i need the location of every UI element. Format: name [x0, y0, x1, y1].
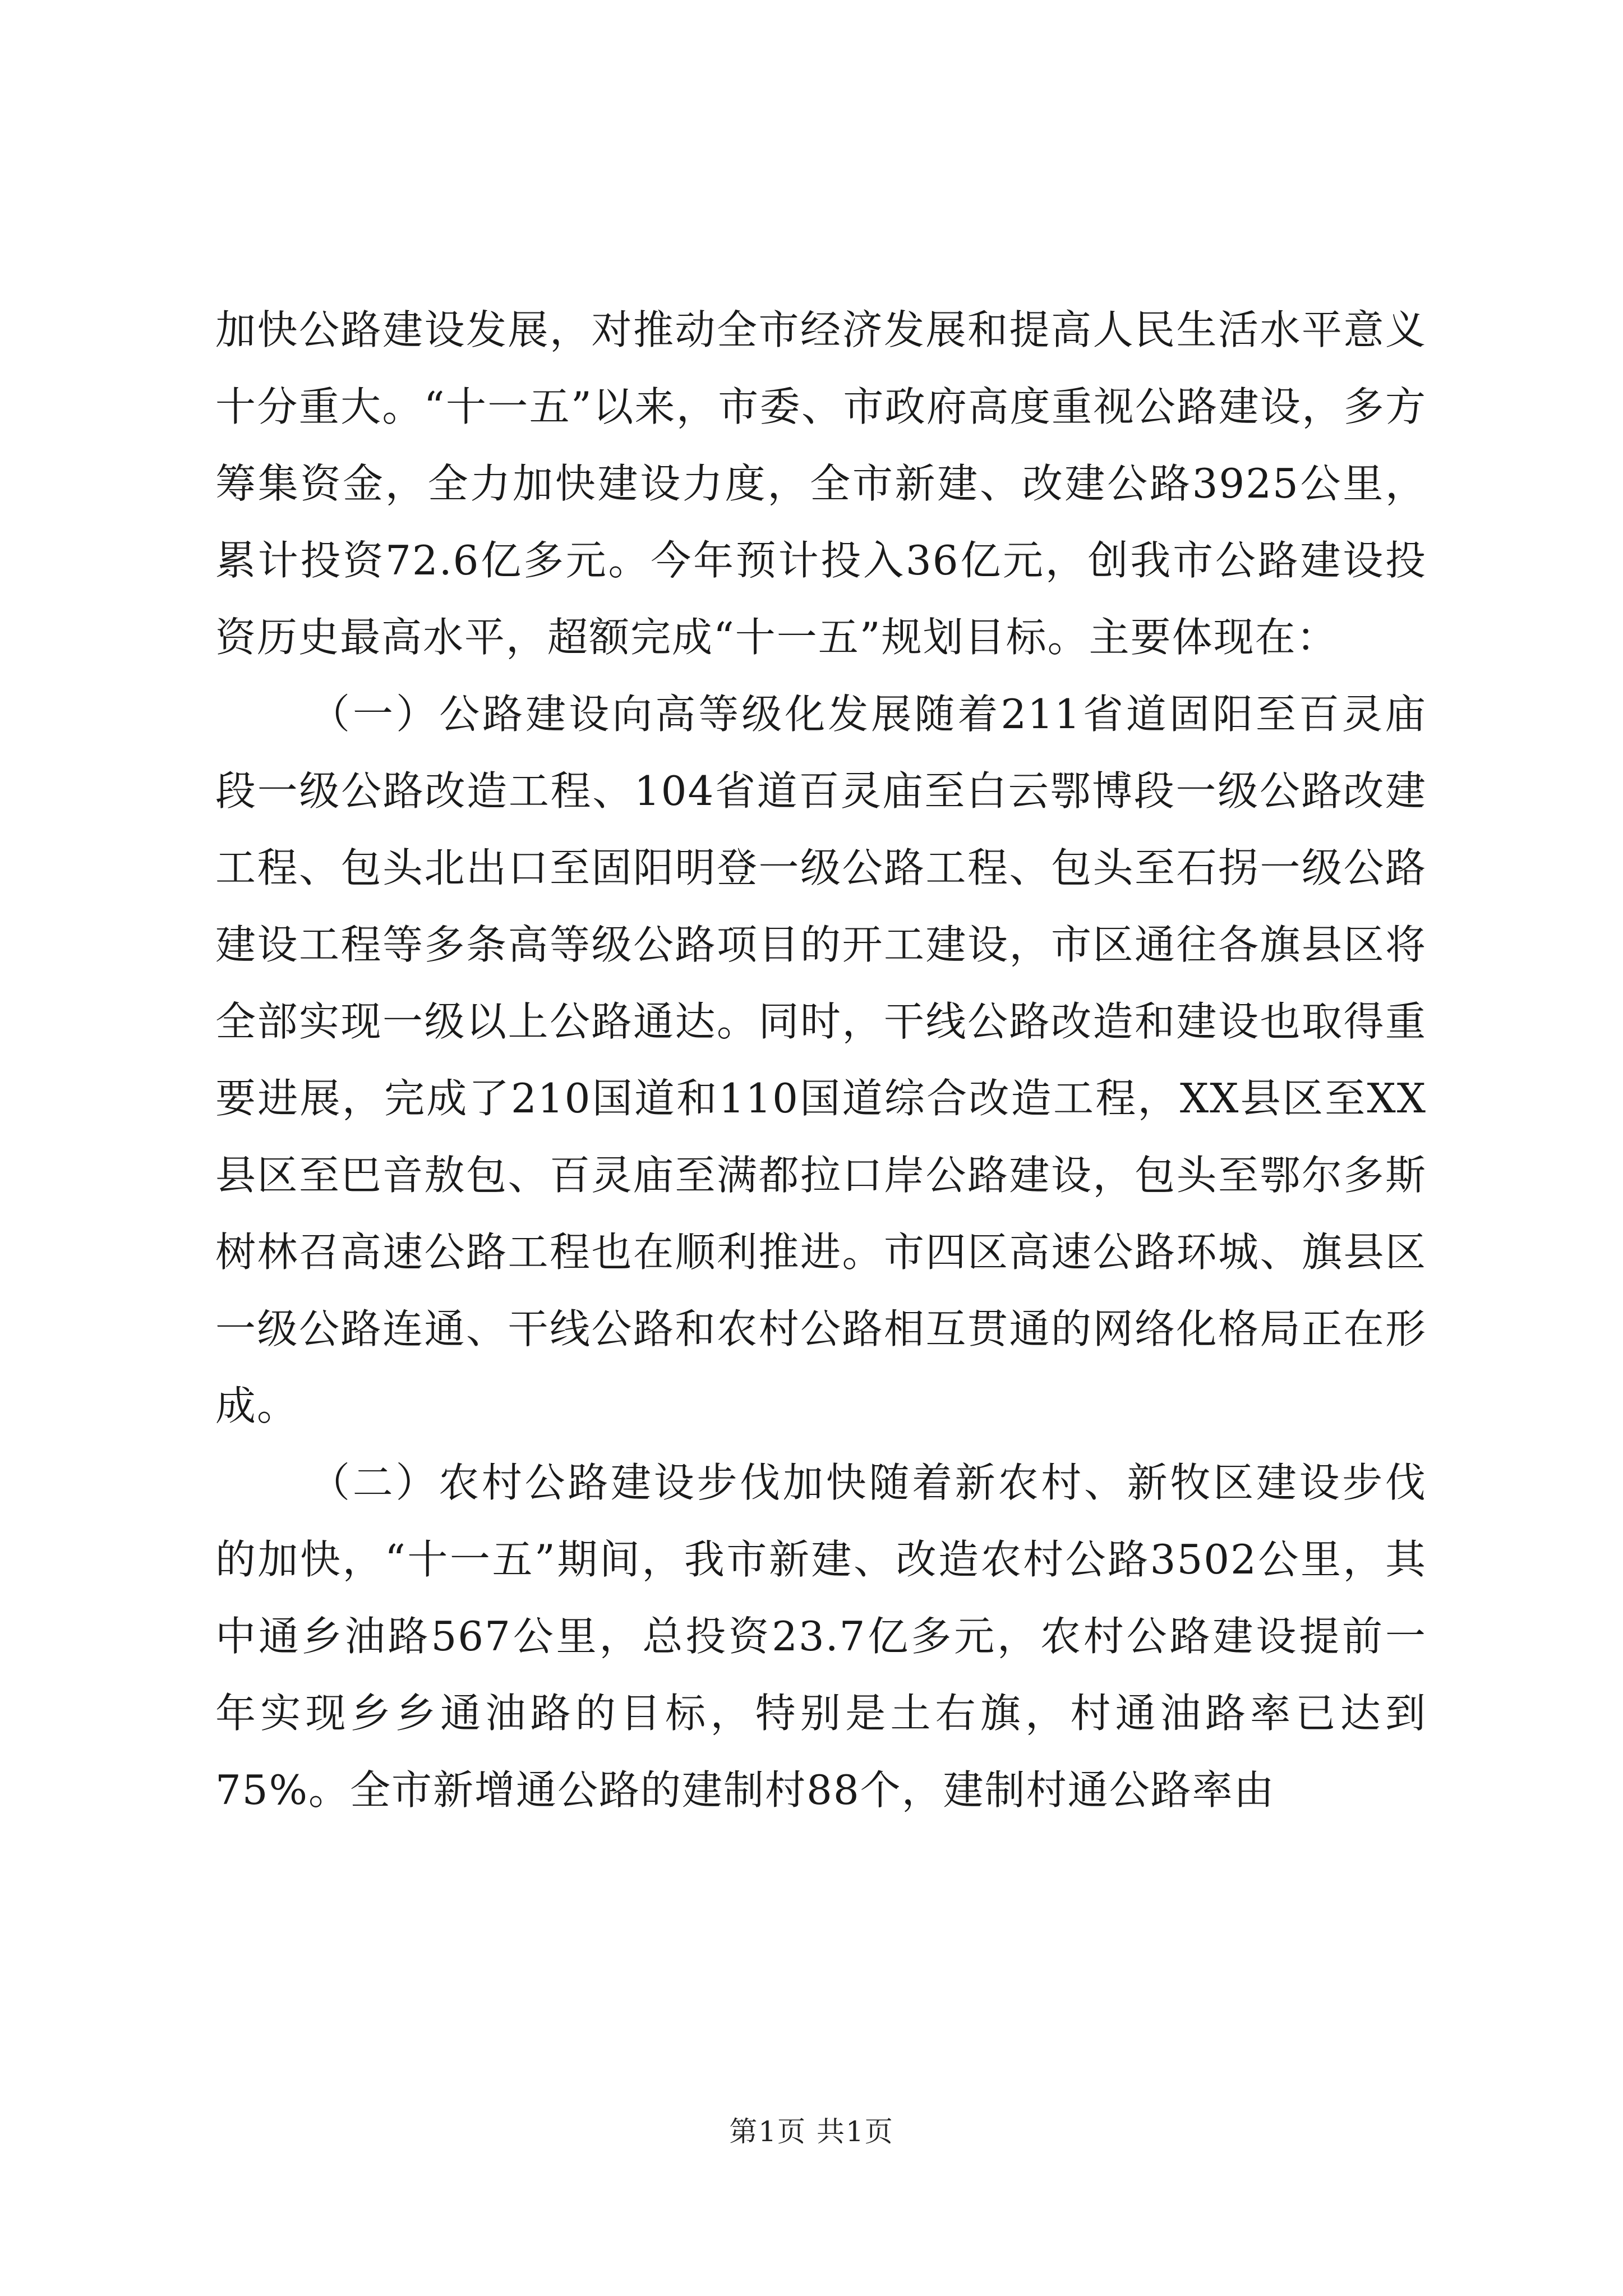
paragraph-section-1: （一）公路建设向高等级化发展随着211省道固阳至百灵庙段一级公路改造工程、104省道百灵庙至白云鄂博段一级公路改建工程、包头北出口至固阳明登一级公路工程、包头至石拐一级公路建设工程等多条高等级公路项目的开工建设，市区通往各旗县区将全部实现一级以上公路通达。同时，干线公路改造和建设也取得重要进展，完成了210国道和110国道综合改造工程，XX县区至XX县区至巴音敖包、百灵庙至满都拉口岸公路建设，包头至鄂尔多斯树林召高速公路工程也在顺利推进。市四区高速公路环城、旗县区一级公路连通、干线公路和农村公路相互贯通的网络化格局正在形成。: [215, 691, 1427, 1429]
paragraph-section-2: （二）农村公路建设步伐加快随着新农村、新牧区建设步伐的加快，“十一五”期间，我市新建、改造农村公路3502公里，其中通乡油路567公里，总投资23.7亿多元，农村公路建设提前一年实现乡乡通油路的目标，特别是土右旗，村通油路率已达到75%。全市新增通公路的建制村88个，建制村通公路率由: [215, 1459, 1427, 1814]
paragraph-intro: 加快公路建设发展，对推动全市经济发展和提高人民生活水平意义十分重大。“十一五”以来，市委、市政府高度重视公路建设，多方筹集资金，全力加快建设力度，全市新建、改建公路3925公里，累计投资72.6亿多元。今年预计投入36亿元，创我市公路建设投资历史最高水平，超额完成“十一五”规划目标。主要体现在：: [215, 306, 1427, 661]
page-footer: 第1页 共1页: [729, 2115, 894, 2148]
document-body: [215, 292, 1427, 1829]
